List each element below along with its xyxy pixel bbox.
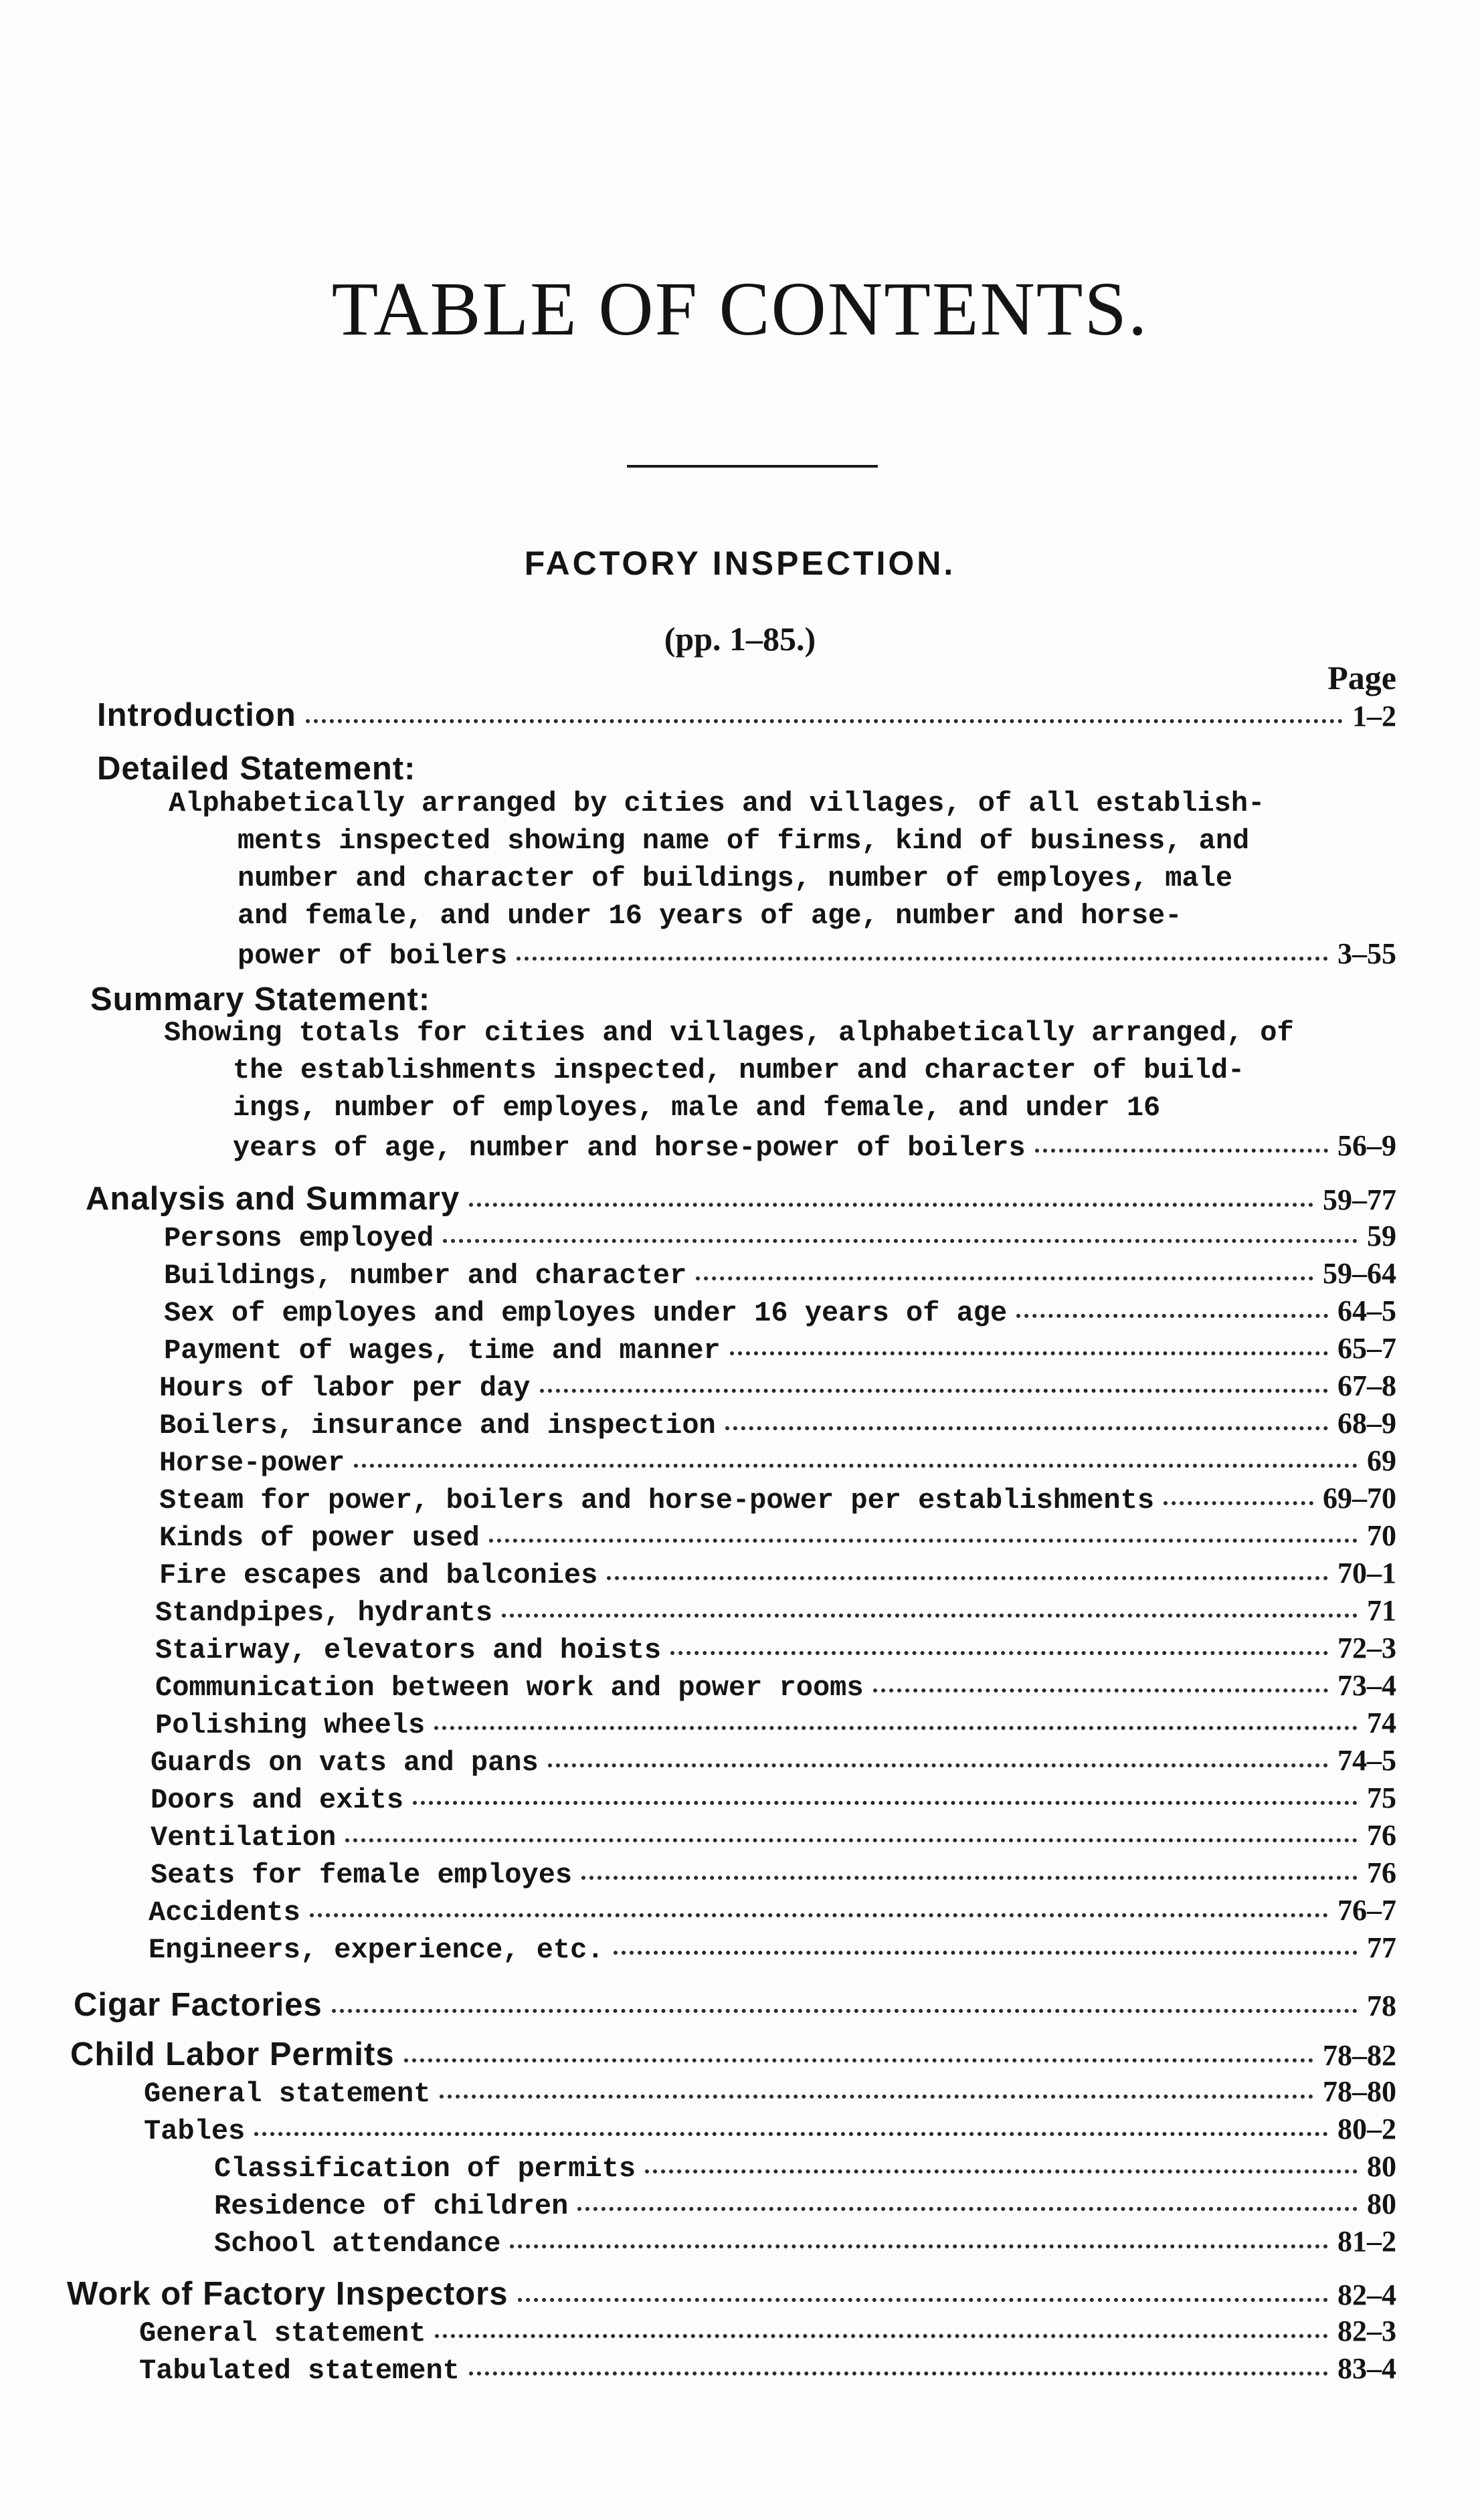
- dot-leader: [873, 1688, 1328, 1692]
- dot-leader: [607, 1576, 1328, 1580]
- dot-leader: [614, 1951, 1358, 1955]
- dot-leader: [254, 2132, 1328, 2136]
- toc-subentry: [149, 1896, 1396, 1927]
- toc-subentry-page: 77: [1367, 1931, 1396, 1964]
- dot-leader: [469, 2371, 1328, 2376]
- toc-subentry-label: Tables: [144, 2115, 246, 2147]
- toc-subentry-label: Boilers, insurance and inspection: [159, 1410, 716, 1442]
- toc-subentry: [164, 1259, 1396, 1290]
- toc-subentry-page: 80–2: [1337, 2113, 1396, 2145]
- toc-subentry: [155, 1634, 1396, 1664]
- dot-leader: [443, 1239, 1358, 1243]
- toc-subentry-label: Hours of labor per day: [159, 1372, 531, 1404]
- toc-entry-page: 78: [1367, 1990, 1396, 2022]
- dot-leader: [404, 2058, 1313, 2062]
- toc-subentry-page: 59: [1367, 1220, 1396, 1252]
- toc-subentry-label: General statement: [144, 2078, 431, 2110]
- toc-subentry-page: 80: [1367, 2150, 1396, 2183]
- toc-subentry-label: Horse-power: [159, 1447, 345, 1479]
- dot-leader: [413, 1801, 1358, 1805]
- toc-subentry-label: Accidents: [149, 1897, 300, 1929]
- toc-subentry: [164, 1222, 1396, 1252]
- dot-leader: [670, 1651, 1328, 1655]
- toc-entry-label: Analysis and Summary: [86, 1181, 460, 1217]
- toc-description-line: years of age, number and horse-power of boilers: [233, 1132, 1026, 1164]
- toc-entry-summary-last: [233, 1131, 1396, 1162]
- dot-leader: [548, 1763, 1328, 1767]
- toc-subentry: [144, 2077, 1396, 2108]
- toc-description-line: power of boilers: [238, 940, 508, 972]
- toc-subentry: [159, 1521, 1396, 1552]
- page-column-label: Page: [1327, 659, 1396, 696]
- toc-subentry: [155, 1596, 1396, 1627]
- toc-subentry-label: Ventilation: [151, 1822, 337, 1854]
- dot-leader: [435, 2334, 1328, 2338]
- toc-description-line: and female, and under 16 years of age, number and horse-: [238, 900, 1182, 932]
- dot-leader: [696, 1276, 1313, 1280]
- dot-leader: [518, 2298, 1328, 2302]
- toc-description-line: the establishments inspected, number and character of build-: [233, 1054, 1245, 1086]
- dot-leader: [489, 1539, 1358, 1543]
- dot-leader: [434, 1726, 1358, 1730]
- dot-leader: [1016, 1314, 1328, 1318]
- toc-subentry: [159, 1446, 1396, 1477]
- toc-subentry-page: 68–9: [1337, 1407, 1396, 1440]
- toc-subentry: [151, 1746, 1396, 1777]
- page-title: TABLE OF CONTENTS.: [331, 266, 1149, 351]
- toc-subentry: [151, 1858, 1396, 1889]
- toc-subentry-page: 59–64: [1323, 1257, 1396, 1290]
- toc-subentry-page: 73–4: [1337, 1669, 1396, 1702]
- toc-entry-page: 3–55: [1337, 937, 1396, 970]
- toc-subentry-page: 70: [1367, 1519, 1396, 1552]
- toc-subentry-label: Classification of permits: [214, 2153, 636, 2185]
- dot-leader: [581, 1876, 1358, 1880]
- toc-subentry-page: 67–8: [1337, 1369, 1396, 1402]
- toc-subentry-page: 76: [1367, 1856, 1396, 1889]
- dot-leader: [540, 1389, 1329, 1393]
- toc-entry-child-labor: [70, 2038, 1396, 2071]
- toc-description-line: ings, number of employes, male and female, and under 16: [233, 1092, 1161, 1124]
- toc-description-line: number and character of buildings, number of employes, male: [238, 862, 1233, 894]
- toc-subentry: [144, 2115, 1396, 2145]
- toc-subentry-page: 81–2: [1337, 2225, 1396, 2258]
- toc-subentry-label: Communication between work and power rooms: [155, 1672, 864, 1704]
- toc-subentry-label: Engineers, experience, etc.: [149, 1934, 604, 1966]
- toc-subentry-page: 69: [1367, 1444, 1396, 1477]
- toc-subentry: [139, 2317, 1396, 2347]
- toc-subentry-label: Polishing wheels: [155, 1709, 426, 1741]
- toc-subentry-label: General statement: [139, 2317, 426, 2349]
- toc-subentry-page: 72–3: [1337, 1632, 1396, 1664]
- toc-description-line: Showing totals for cities and villages, alphabetically arranged, of: [164, 1017, 1294, 1049]
- toc-subentry-page: 70–1: [1337, 1557, 1396, 1589]
- dot-leader: [645, 2169, 1358, 2173]
- toc-entry-detailed-last: [238, 939, 1396, 970]
- toc-entry-label: Cigar Factories: [74, 1987, 322, 2023]
- toc-entry-page: 82–4: [1337, 2279, 1396, 2311]
- toc-subentry-label: Fire escapes and balconies: [159, 1559, 598, 1591]
- dot-leader: [730, 1351, 1328, 1355]
- toc-subentry-page: 76–7: [1337, 1894, 1396, 1927]
- toc-subentry-label: Stairway, elevators and hoists: [155, 1634, 662, 1666]
- toc-entry-analysis: [86, 1183, 1396, 1216]
- dot-leader: [725, 1426, 1328, 1430]
- toc-entry-page: 1–2: [1352, 700, 1396, 733]
- toc-subentry: [159, 1409, 1396, 1440]
- title-rule: [627, 465, 878, 468]
- toc-subentry-page: 82–3: [1337, 2315, 1396, 2347]
- toc-subentry-page: 76: [1367, 1819, 1396, 1852]
- toc-subentry: [214, 2227, 1396, 2258]
- toc-subentry-page: 78–80: [1323, 2075, 1396, 2108]
- toc-entry-page: 56–9: [1337, 1129, 1396, 1162]
- toc-subentry: [149, 1933, 1396, 1964]
- toc-subentry-label: Payment of wages, time and manner: [164, 1335, 721, 1367]
- section-heading: FACTORY INSPECTION.: [524, 545, 956, 582]
- toc-entry-label: Work of Factory Inspectors: [67, 2276, 508, 2312]
- dot-leader: [469, 1203, 1313, 1207]
- toc-subentry-label: Kinds of power used: [159, 1522, 480, 1554]
- dot-leader: [306, 719, 1343, 723]
- toc-subentry-label: Standpipes, hydrants: [155, 1597, 493, 1629]
- toc-subentry: [139, 2354, 1396, 2385]
- dot-leader: [440, 2095, 1313, 2099]
- toc-heading-summary: Summary Statement:: [90, 981, 431, 1017]
- toc-subentry-page: 80: [1367, 2188, 1396, 2220]
- toc-subentry: [214, 2152, 1396, 2183]
- toc-entry-cigar: [74, 1989, 1396, 2022]
- toc-entry-label: Introduction: [97, 697, 296, 733]
- toc-subentry: [159, 1484, 1396, 1515]
- dot-leader: [577, 2207, 1358, 2211]
- toc-heading-detailed: Detailed Statement:: [97, 751, 416, 787]
- toc-subentry-page: 74–5: [1337, 1744, 1396, 1777]
- toc-subentry-page: 65–7: [1337, 1332, 1396, 1365]
- toc-subentry-label: Buildings, number and character: [164, 1260, 687, 1292]
- section-page-range: (pp. 1–85.): [664, 620, 816, 658]
- toc-subentry: [164, 1296, 1396, 1327]
- dot-leader: [310, 1913, 1328, 1917]
- toc-subentry-label: Steam for power, boilers and horse-power per establishments: [159, 1484, 1155, 1517]
- toc-subentry: [164, 1334, 1396, 1365]
- dot-leader: [354, 1464, 1358, 1468]
- toc-entry-page: 78–82: [1323, 2039, 1396, 2072]
- toc-entry-inspectors: [67, 2278, 1396, 2311]
- toc-subentry: [155, 1709, 1396, 1739]
- dot-leader: [345, 1838, 1358, 1842]
- toc-subentry: [151, 1821, 1396, 1852]
- toc-subentry: [214, 2190, 1396, 2220]
- dot-leader: [517, 957, 1328, 961]
- toc-subentry-label: Persons employed: [164, 1222, 434, 1254]
- dot-leader: [510, 2244, 1328, 2248]
- toc-subentry: [155, 1671, 1396, 1702]
- toc-subentry-label: Sex of employes and employes under 16 years of age: [164, 1297, 1008, 1329]
- toc-subentry-page: 83–4: [1337, 2352, 1396, 2385]
- dot-leader: [1164, 1501, 1313, 1505]
- dot-leader: [1035, 1149, 1328, 1153]
- toc-subentry-page: 74: [1367, 1707, 1396, 1739]
- toc-subentry-page: 69–70: [1323, 1482, 1396, 1515]
- toc-subentry: [159, 1371, 1396, 1402]
- toc-entry-introduction: [97, 699, 1396, 732]
- toc-subentry-page: 64–5: [1337, 1294, 1396, 1327]
- toc-subentry-label: Seats for female employes: [151, 1859, 573, 1891]
- toc-description-line: Alphabetically arranged by cities and villages, of all establish-: [169, 787, 1265, 819]
- toc-entry-page: 59–77: [1323, 1183, 1396, 1216]
- toc-entry-label: Child Labor Permits: [70, 2036, 395, 2072]
- toc-subentry-page: 75: [1367, 1781, 1396, 1814]
- toc-subentry-page: 71: [1367, 1594, 1396, 1627]
- toc-subentry: [159, 1559, 1396, 1589]
- toc-subentry-label: Tabulated statement: [139, 2355, 460, 2387]
- toc-subentry: [151, 1783, 1396, 1814]
- toc-subentry-label: Doors and exits: [151, 1784, 404, 1816]
- toc-subentry-label: School attendance: [214, 2228, 501, 2260]
- toc-subentry-label: Guards on vats and pans: [151, 1747, 539, 1779]
- toc-subentry-label: Residence of children: [214, 2190, 569, 2222]
- dot-leader: [502, 1614, 1358, 1618]
- toc-description-line: ments inspected showing name of firms, kind of business, and: [238, 825, 1250, 857]
- dot-leader: [332, 2009, 1358, 2013]
